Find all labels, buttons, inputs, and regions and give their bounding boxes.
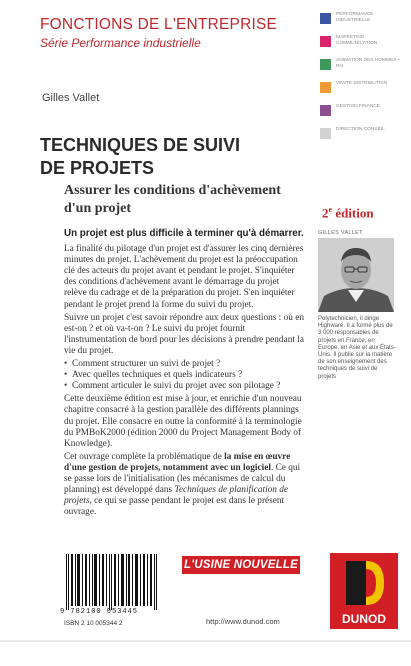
legend-label: VENTE DISTRIBUTION: [336, 81, 388, 86]
text-run-bold: la mise en œuvre d'une gestion de projets, notamment avec un logiciel: [64, 451, 291, 473]
book-subtitle: [64, 182, 324, 218]
dunod-mark-icon: [330, 553, 398, 613]
legend-item: [320, 81, 406, 104]
legend-swatch: [320, 13, 331, 24]
list-item: • Avec quelles techniques et quels indicateurs ?: [64, 370, 304, 381]
list-item: • Comment structurer un suivi de projet ?: [64, 359, 304, 370]
legend-swatch: [320, 128, 331, 139]
barcode: [64, 554, 160, 610]
edition-badge: [322, 205, 374, 221]
author-photo-label: GILLES VALLET: [318, 230, 363, 236]
author-photo: [318, 238, 394, 312]
usine-nouvelle-logo: L'USINE NOUVELLE: [182, 556, 300, 574]
legend-item: [320, 104, 406, 127]
isbn: ISBN 2 10 005344 2: [64, 620, 123, 627]
legend-item: [320, 12, 406, 35]
lead-sentence: Un projet est plus difficile à terminer qu'à démarrer.: [64, 228, 304, 239]
legend-item: [320, 35, 406, 58]
legend-swatch: [320, 105, 331, 116]
bottom-divider: [0, 640, 411, 642]
paragraph: La finalité du pilotage d'un projet est d'assurer les cinq dernières minutes du projet. L'achèvement du projet est la préoccupation clé des acteurs du projet avant et pendant le projet. S'inquiéter des conditions d'achèvement avant le démarrage du projet relève du cadrage et de la préparation du projet. S'en inquiéter pendant le projet prend la forme du suivi du projet.: [64, 244, 304, 310]
edition-sup: e: [328, 205, 333, 214]
collection-legend: [320, 12, 406, 150]
legend-label: DIRECTION CONSEIL: [336, 127, 385, 132]
legend-label: MARKETING COMMUNICATION: [336, 35, 378, 46]
paragraph: Suivre un projet c'est savoir répondre aux deux questions : où en est-on ? et où va-t-on ? Le suivi du projet fournit l'instrumentation de bord pour les décisions à prendre pendant la vie du projet.: [64, 312, 304, 356]
legend-swatch: [320, 59, 331, 70]
subtitle-line: d'un projet: [64, 201, 132, 216]
legend-label: GESTION FINANCE: [336, 104, 380, 109]
title-line: DE PROJETS: [40, 158, 155, 178]
series-title: FONCTIONS DE L'ENTREPRISE: [40, 16, 278, 33]
paragraph: [64, 452, 304, 519]
series-subtitle: Série Performance industrielle: [40, 36, 201, 50]
edition-word: édition: [332, 205, 374, 221]
legend-label: PERFORMANCE INDUSTRIELLE: [336, 12, 374, 23]
question-list: [64, 359, 304, 392]
dunod-logo: [330, 553, 398, 629]
text-run: Cet ouvrage complète la problématique de: [64, 451, 225, 462]
title-line: TECHNIQUES DE SUIVI: [40, 135, 241, 155]
barcode-digits: 9 782100 053445: [60, 608, 139, 616]
list-item: • Comment articuler le suivi du projet avec son pilotage ?: [64, 381, 304, 392]
author-name: Gilles Vallet: [42, 92, 100, 104]
legend-swatch: [320, 36, 331, 47]
subtitle-line: Assurer les conditions d'achèvement: [64, 183, 281, 198]
paragraph: Cette deuxième édition est mise à jour, et enrichie d'un nouveau chapitre consacré à la gestion parallèle des différents plannings du projet. Elle consacre en outre la conformité à la terminologie du PMBoK2000 (édition 2000 du Project Management Body of Knowledge).: [64, 394, 302, 449]
text-run-italic: Techniques de planification de projets: [64, 485, 289, 507]
legend-item: [320, 127, 406, 150]
legend-swatch: [320, 82, 331, 93]
back-cover-text: [64, 228, 304, 520]
author-bio: Polytechnicien, il dirige Highware. Il a formé plus de 3 000 responsables de projets en France, en Europe, en Asie et aux États-Unis. Il publie sur la matière de son enseignement des techniques de suivi de projets: [318, 316, 396, 380]
book-title: [40, 134, 300, 180]
text-run: , ce qui se passe pendant le projet est dans le présent ouvrage.: [64, 496, 285, 518]
legend-label: ANIMATION DES HOMMES • RH: [336, 58, 400, 69]
legend-item: [320, 58, 406, 81]
text-run: . Ce qui se passe lors de l'initialisation (les mécanismes de calcul du planning) est développé dans: [64, 462, 301, 496]
publisher-url[interactable]: http://www.dunod.com: [206, 617, 280, 626]
dunod-wordmark: DUNOD: [342, 612, 386, 626]
edition-number: 2: [322, 205, 329, 221]
